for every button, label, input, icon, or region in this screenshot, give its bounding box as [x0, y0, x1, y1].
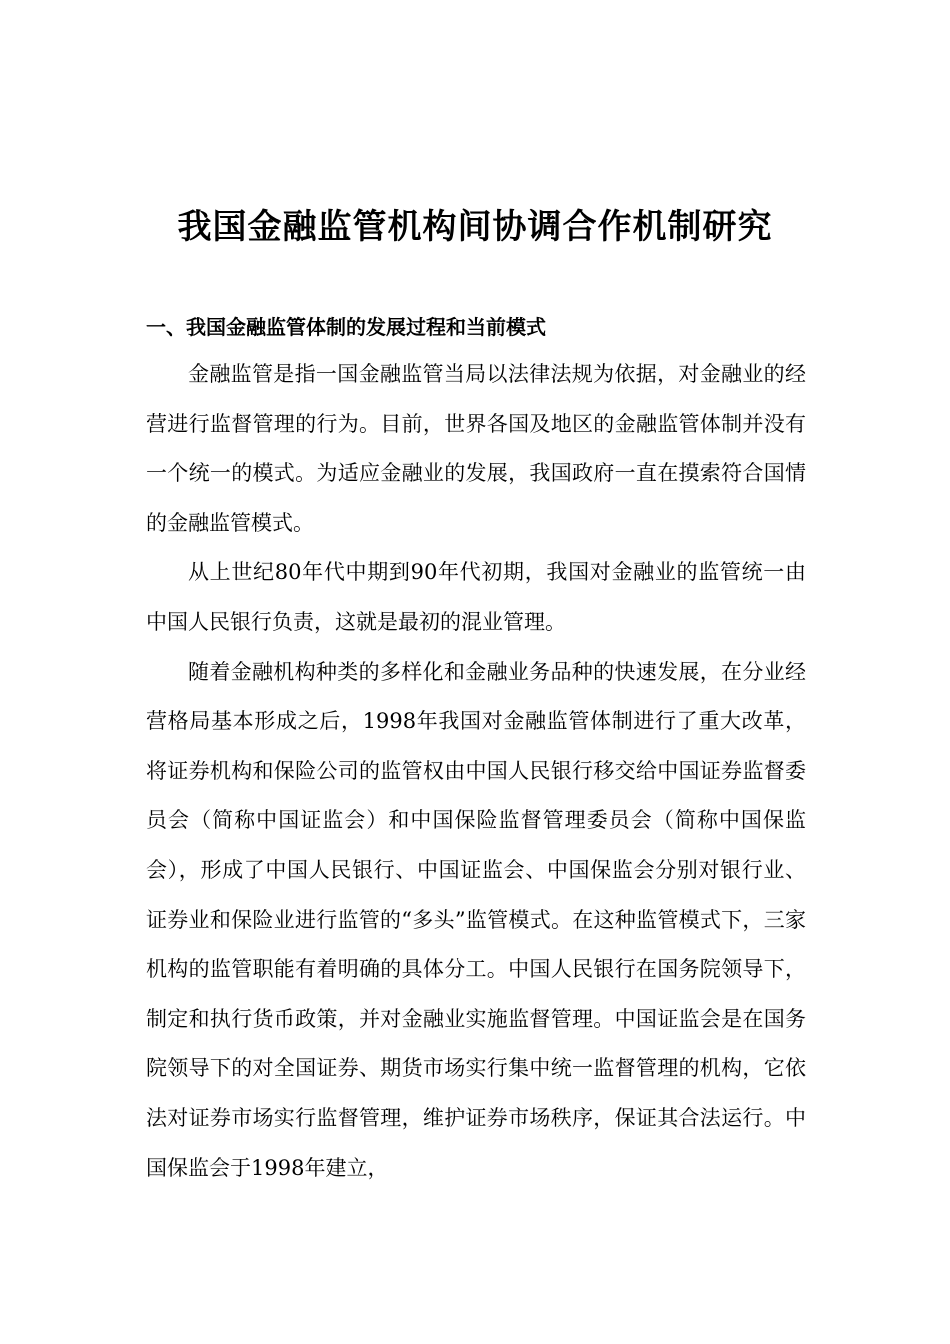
section-heading: 一、我国金融监管体制的发展过程和当前模式: [146, 315, 546, 339]
document-body: [146, 350, 806, 1193]
paragraph-1: 金融监管是指一国金融监管当局以法律法规为依据，对金融业的经营进行监督管理的行为。目前，世界各国及地区的金融监管体制并没有一个统一的模式。为适应金融业的发展，我国政府一直在摸索符合国情的金融监管模式。: [146, 362, 806, 535]
paragraph-3: 随着金融机构种类的多样化和金融业务品种的快速发展，在分业经营格局基本形成之后，1998年我国对金融监管体制进行了重大改革，将证券机构和保险公司的监管权由中国人民银行移交给中国证券监督委员会（简称中国证监会）和中国保险监督管理委员会（简称中国保监会），形成了中国人民银行、中国证监会、中国保监会分别对银行业、证券业和保险业进行监管的“多头”监管模式。在这种监管模式下，三家机构的监管职能有着明确的具体分工。中国人民银行在国务院领导下，制定和执行货币政策，并对金融业实施监督管理。中国证监会是在国务院领导下的对全国证券、期货市场实行集中统一监督管理的机构，它依法对证券市场实行监督管理，维护证券市场秩序，保证其合法运行。中国保监会于1998年建立，: [146, 659, 806, 1180]
paragraph-2: 从上世纪80年代中期到90年代初期，我国对金融业的监管统一由中国人民银行负责，这就是最初的混业管理。: [146, 560, 806, 634]
document-title: 我国金融监管机构间协调合作机制研究: [177, 207, 773, 247]
